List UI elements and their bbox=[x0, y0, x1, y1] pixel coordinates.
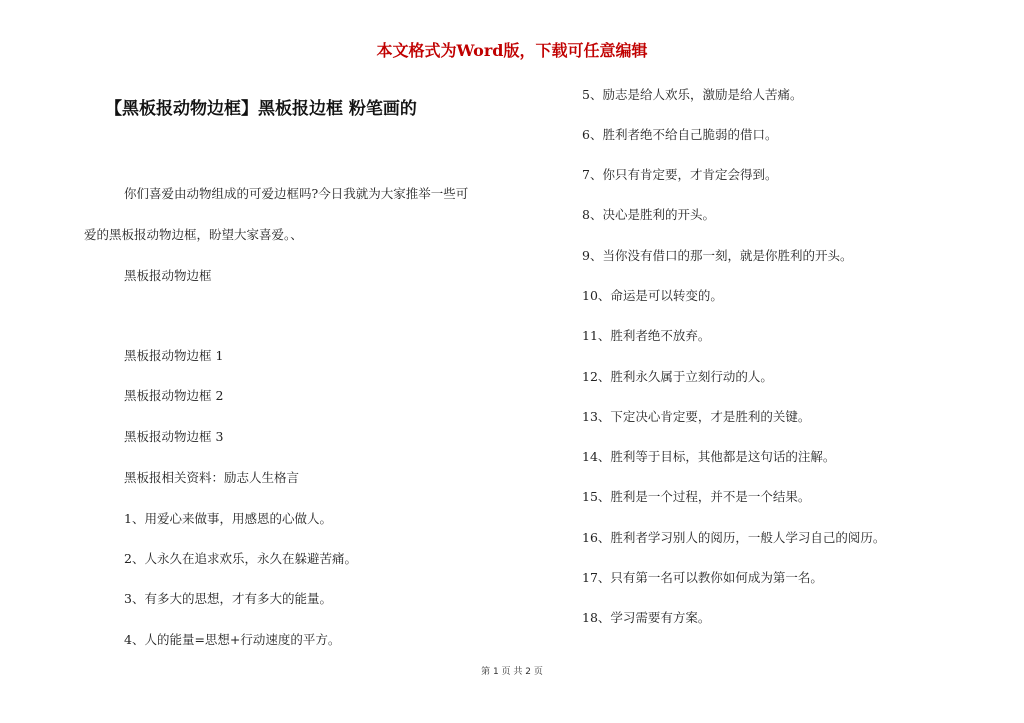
list-item: 18、学习需要有方案。 bbox=[582, 610, 711, 625]
list-item: 9、当你没有借口的那一刻，就是你胜利的开头。 bbox=[582, 248, 853, 263]
list-item: 6、胜利者绝不给自己脆弱的借口。 bbox=[582, 127, 778, 142]
page-footer: 第 1 页 共 2 页 bbox=[481, 667, 543, 677]
section-heading: 黑板报动物边框 bbox=[124, 268, 212, 283]
list-item: 4、人的能量=思想+行动速度的平方。 bbox=[124, 632, 341, 647]
list-item: 13、下定决心肯定要，才是胜利的关键。 bbox=[582, 409, 811, 424]
list-item: 17、只有第一名可以教你如何成为第一名。 bbox=[582, 570, 823, 585]
list-item: 1、用爱心来做事，用感恩的心做人。 bbox=[124, 511, 332, 526]
list-item: 黑板报动物边框 2 bbox=[124, 388, 224, 403]
list-item: 3、有多大的思想，才有多大的能量。 bbox=[124, 591, 332, 606]
intro-paragraph-line-1: 你们喜爱由动物组成的可爱边框吗?今日我就为大家推举一些可 bbox=[124, 186, 469, 201]
list-item: 12、胜利永久属于立刻行动的人。 bbox=[582, 369, 773, 384]
list-item: 2、人永久在追求欢乐，永久在躲避苦痛。 bbox=[124, 551, 357, 566]
download-banner: 本文格式为Word版，下载可任意编辑 bbox=[376, 41, 648, 60]
list-item: 黑板报动物边框 1 bbox=[124, 348, 224, 363]
intro-paragraph-line-2: 爱的黑板报动物边框，盼望大家喜爱。、 bbox=[84, 227, 303, 242]
list-item: 10、命运是可以转变的。 bbox=[582, 288, 723, 303]
list-item: 黑板报动物边框 3 bbox=[124, 429, 224, 444]
list-item: 16、胜利者学习别人的阅历，一般人学习自己的阅历。 bbox=[582, 530, 886, 545]
list-item: 黑板报相关资料：励志人生格言 bbox=[124, 470, 300, 485]
list-item: 7、你只有肯定要，才肯定会得到。 bbox=[582, 167, 778, 182]
list-item: 8、决心是胜利的开头。 bbox=[582, 207, 715, 222]
list-item: 11、胜利者绝不放弃。 bbox=[582, 328, 711, 343]
list-item: 5、励志是给人欢乐，激励是给人苦痛。 bbox=[582, 87, 803, 102]
list-item: 14、胜利等于目标，其他都是这句话的注解。 bbox=[582, 449, 836, 464]
list-item: 15、胜利是一个过程，并不是一个结果。 bbox=[582, 489, 811, 504]
document-title: 【黑板报动物边框】黑板报边框 粉笔画的 bbox=[105, 99, 417, 119]
